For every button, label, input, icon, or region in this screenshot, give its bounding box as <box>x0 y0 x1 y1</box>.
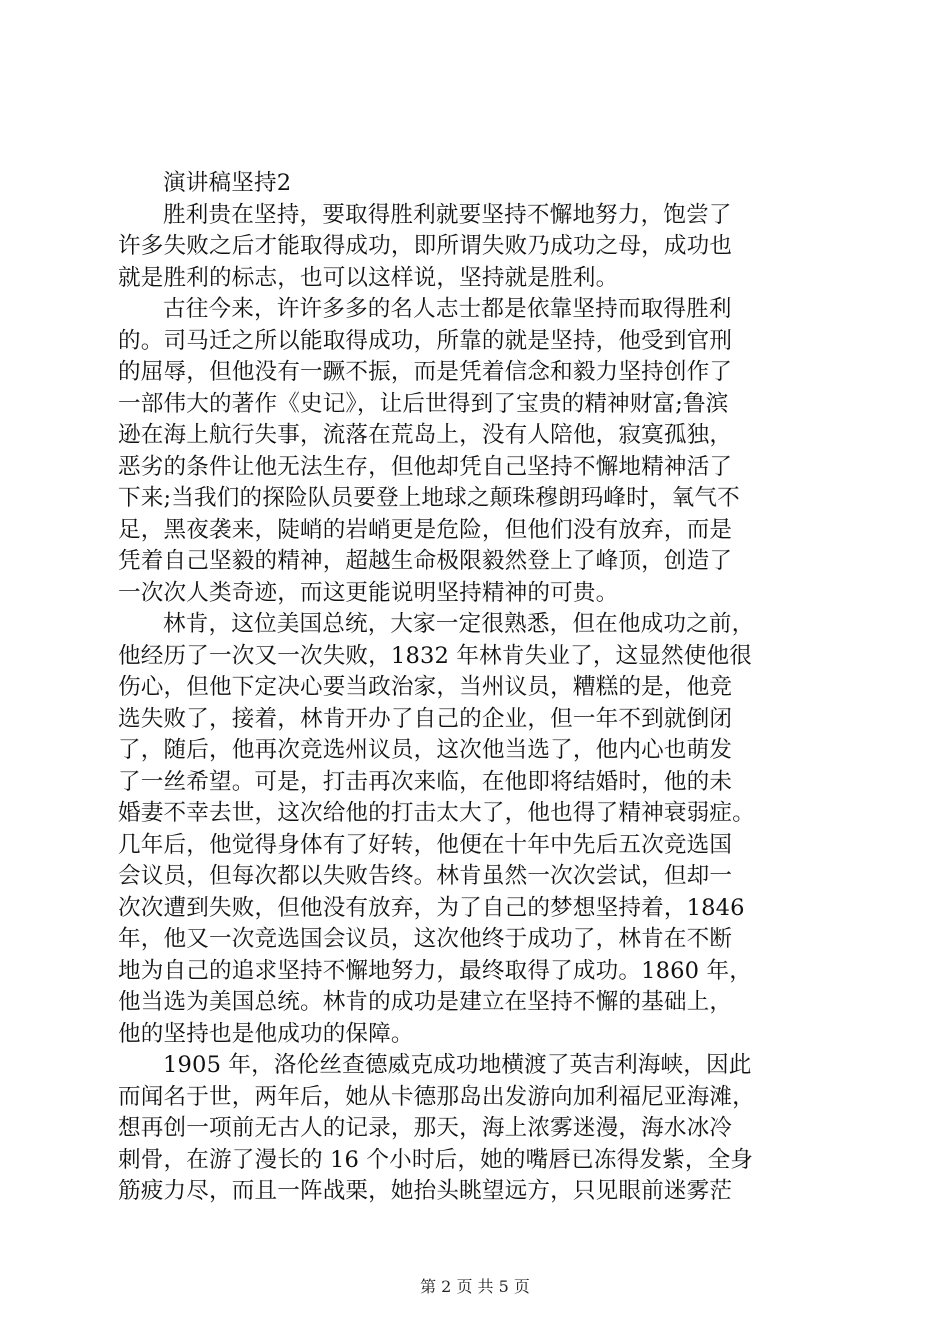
text-line: 古往今来，许许多多的名人志士都是依靠坚持而取得胜利 <box>163 296 732 322</box>
text-line: 了，随后，他再次竞选州议员，这次他当选了，他内心也萌发 <box>118 737 733 763</box>
page-footer: 第 2 页 共 5 页 <box>420 1277 530 1296</box>
text-line: 就是胜利的标志，也可以这样说，坚持就是胜利。 <box>118 264 619 291</box>
text-line: 的屈辱，但他没有一蹶不振，而是凭着信念和毅力坚持创作了 <box>118 359 733 385</box>
text-line: 年，他又一次竞选国会议员，这次他终于成功了，林肯在不断 <box>118 926 733 952</box>
text-line: 刺骨，在游了漫长的 16 个小时后，她的嘴唇已冻得发紫，全身 <box>118 1146 754 1173</box>
text-line: 他经历了一次又一次失败，1832 年林肯失业了，这显然使他很 <box>118 642 753 669</box>
text-line: 一次次人类奇迹，而这更能说明坚持精神的可贵。 <box>118 579 619 606</box>
text-line: 林肯，这位美国总统，大家一定很熟悉，但在他成功之前， <box>163 611 755 637</box>
text-line: 而闻名于世，两年后，她从卡德那岛出发游向加利福尼亚海滩， <box>118 1083 755 1110</box>
text-line: 他的坚持也是他成功的保障。 <box>118 1020 414 1047</box>
text-line: 几年后，他觉得身体有了好转，他便在十年中先后五次竞选国 <box>118 831 733 858</box>
text-line: 了一丝希望。可是，打击再次来临，在他即将结婚时，他的未 <box>118 768 733 795</box>
text-line: 足，黑夜袭来，陡峭的岩峭更是危险，但他们没有放弃，而是 <box>118 516 733 543</box>
document-body <box>118 168 838 1208</box>
text-line: 婚妻不幸去世，这次给他的打击太大了，他也得了精神衰弱症。 <box>118 800 755 826</box>
text-line: 想再创一项前无古人的记录，那天，海上浓雾迷漫，海水冰冷 <box>118 1115 733 1141</box>
text-line: 凭着自己坚毅的精神，超越生命极限毅然登上了峰顶，创造了 <box>118 548 733 574</box>
text-line: 逊在海上航行失事，流落在荒岛上，没有人陪他，寂寞孤独， <box>118 422 733 448</box>
text-line: 下来;当我们的探险队员要登上地球之颠珠穆朗玛峰时，氧气不 <box>118 485 740 511</box>
text-line: 一部伟大的著作《史记》，让后世得到了宝贵的精神财富;鲁滨 <box>118 390 729 417</box>
text-line: 演讲稿坚持2 <box>163 170 292 196</box>
text-line: 他当选为美国总统。林肯的成功是建立在坚持不懈的基础上， <box>118 989 733 1015</box>
text-line: 的。司马迁之所以能取得成功，所靠的就是坚持，他受到官刑 <box>118 327 733 354</box>
text-line: 地为自己的追求坚持不懈地努力，最终取得了成功。1860 年， <box>118 957 753 984</box>
text-line: 伤心，但他下定决心要当政治家，当州议员，糟糕的是，他竞 <box>118 674 733 700</box>
text-line: 次次遭到失败，但他没有放弃，为了自己的梦想坚持着，1846 <box>118 894 745 921</box>
text-line: 1905 年，洛伦丝查德威克成功地横渡了英吉利海峡，因此 <box>163 1052 752 1078</box>
text-line: 筋疲力尽，而且一阵战栗，她抬头眺望远方，只见眼前迷雾茫 <box>118 1178 733 1204</box>
text-line: 恶劣的条件让他无法生存，但他却凭自己坚持不懈地精神活了 <box>118 453 733 480</box>
text-line: 胜利贵在坚持，要取得胜利就要坚持不懈地努力，饱尝了 <box>163 201 732 228</box>
text-line: 会议员，但每次都以失败告终。林肯虽然一次次尝试，但却一 <box>118 863 733 889</box>
text-line: 许多失败之后才能取得成功，即所谓失败乃成功之母，成功也 <box>118 233 733 259</box>
text-line: 选失败了，接着，林肯开办了自己的企业，但一年不到就倒闭 <box>118 705 733 732</box>
